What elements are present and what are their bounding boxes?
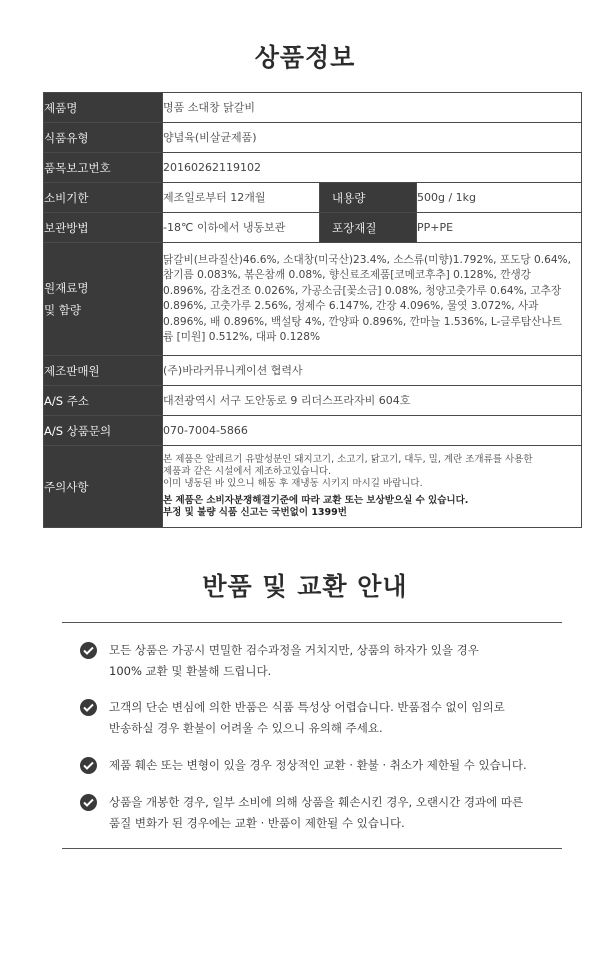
- value-as-address: 대전광역시 서구 도안동로 9 리더스프라자비 604호: [163, 386, 582, 416]
- notice-line1: 상품을 개봉한 경우, 일부 소비에 의해 상품을 훼손시킨 경우, 오랜시간 경과에 따른: [109, 795, 524, 809]
- row-storage: [44, 213, 582, 243]
- notice-text: [109, 640, 559, 682]
- caution-bold1: 본 제품은 소비자분쟁해결기준에 따라 교환 또는 보상받으실 수 있습니다.: [163, 495, 469, 506]
- label-report-number: 품목보고번호: [44, 153, 163, 183]
- row-shelf-life: [44, 183, 582, 213]
- divider-bottom: [62, 848, 562, 849]
- value-caution: [163, 446, 582, 528]
- check-circle-icon: [80, 757, 97, 774]
- value-ingredients: 닭갈비(브라질산)46.6%, 소대창(미국산)23.4%, 소스류(미향)1.792%, 포도당 0.64%, 참기름 0.083%, 볶은참깨 0.08%, 향신료조제품[코메코후추] 0.128%, 깐생강 0.896%, 감초건조 0.026%, 가공소금[꽃소금] 0.08%, 청양고춧가루 0.64%, 고추장 0.896%, 고춧가루 2.56%, 정제수 6.147%, 간장 4.096%, 물엿 3.072%, 사과 0.896%, 배 0.896%, 백설탕 4%, 깐양파 0.896%, 깐마늘 1.536%, L-글루탐산나트륨 [미원] 0.512%, 대파 0.128%: [163, 243, 582, 356]
- value-packaging: PP+PE: [417, 213, 582, 243]
- check-circle-icon: [80, 794, 97, 811]
- row-as-address: [44, 386, 582, 416]
- notice-line1: 제품 훼손 또는 변형이 있을 경우 정상적인 교환 · 환불 · 취소가 제한될 수 있습니다.: [109, 758, 527, 772]
- row-report-number: [44, 153, 582, 183]
- label-ingredients-line2: 및 함량: [44, 303, 81, 317]
- notice-line1: 고객의 단순 변심에 의한 반품은 식품 특성상 어렵습니다. 반품접수 없이 임의로: [109, 700, 505, 714]
- value-food-type: 양념육(비살균제품): [163, 123, 582, 153]
- row-ingredients: [44, 243, 582, 356]
- caution-line2: 제품과 같은 시설에서 제조하고있습니다.: [163, 466, 332, 477]
- notice-line1: 모든 상품은 가공시 면밀한 검수과정을 거치지만, 상품의 하자가 있을 경우: [109, 643, 479, 657]
- label-caution: 주의사항: [44, 446, 163, 528]
- label-shelf-life: 소비기한: [44, 183, 163, 213]
- label-ingredients: [44, 243, 163, 356]
- label-packaging: 포장재질: [320, 213, 417, 243]
- notice-line2: 품질 변화가 된 경우에는 교환 · 반품이 제한될 수 있습니다.: [109, 816, 405, 830]
- notice-text: [109, 755, 559, 776]
- label-manufacturer: 제조판매원: [44, 356, 163, 386]
- caution-bold2: 부정 및 불량 식품 신고는 국번없이 1399번: [163, 507, 347, 518]
- row-food-type: [44, 123, 582, 153]
- label-as-address: A/S 주소: [44, 386, 163, 416]
- value-volume: 500g / 1kg: [417, 183, 582, 213]
- check-circle-icon: [80, 642, 97, 659]
- notice-text: [109, 697, 559, 739]
- check-circle-icon: [80, 699, 97, 716]
- notice-text: [109, 792, 559, 834]
- row-as-contact: [44, 416, 582, 446]
- value-manufacturer: (주)바라커뮤니케이션 협력사: [163, 356, 582, 386]
- label-volume: 내용량: [320, 183, 417, 213]
- caution-line3: 이미 냉동된 바 있으니 해동 후 재냉동 시키지 마시길 바랍니다.: [163, 478, 423, 489]
- divider-top: [62, 622, 562, 623]
- label-product-name: 제품명: [44, 93, 163, 123]
- product-info-table: [43, 92, 582, 528]
- value-as-contact: 070-7004-5866: [163, 416, 582, 446]
- value-report-number: 20160262119102: [163, 153, 582, 183]
- label-ingredients-line1: 원재료명: [44, 281, 89, 295]
- label-as-contact: A/S 상품문의: [44, 416, 163, 446]
- product-info-title: 상품정보: [254, 43, 356, 72]
- caution-line1: 본 제품은 알레르기 유발성분인 돼지고기, 소고기, 닭고기, 대두, 밀, 계란 조개류를 사용한: [163, 454, 533, 465]
- row-product-name: [44, 93, 582, 123]
- label-food-type: 식품유형: [44, 123, 163, 153]
- notice-line2: 반송하실 경우 환불이 어려울 수 있으니 유의해 주세요.: [109, 721, 383, 735]
- label-storage: 보관방법: [44, 213, 163, 243]
- value-storage: -18℃ 이하에서 냉동보관: [163, 213, 320, 243]
- value-product-name: 명품 소대창 닭갈비: [163, 93, 582, 123]
- row-manufacturer: [44, 356, 582, 386]
- return-info-title: 반품 및 교환 안내: [202, 572, 408, 601]
- row-caution: [44, 446, 582, 528]
- notice-line2: 100% 교환 및 환불해 드립니다.: [109, 664, 272, 678]
- value-shelf-life: 제조일로부터 12개월: [163, 183, 320, 213]
